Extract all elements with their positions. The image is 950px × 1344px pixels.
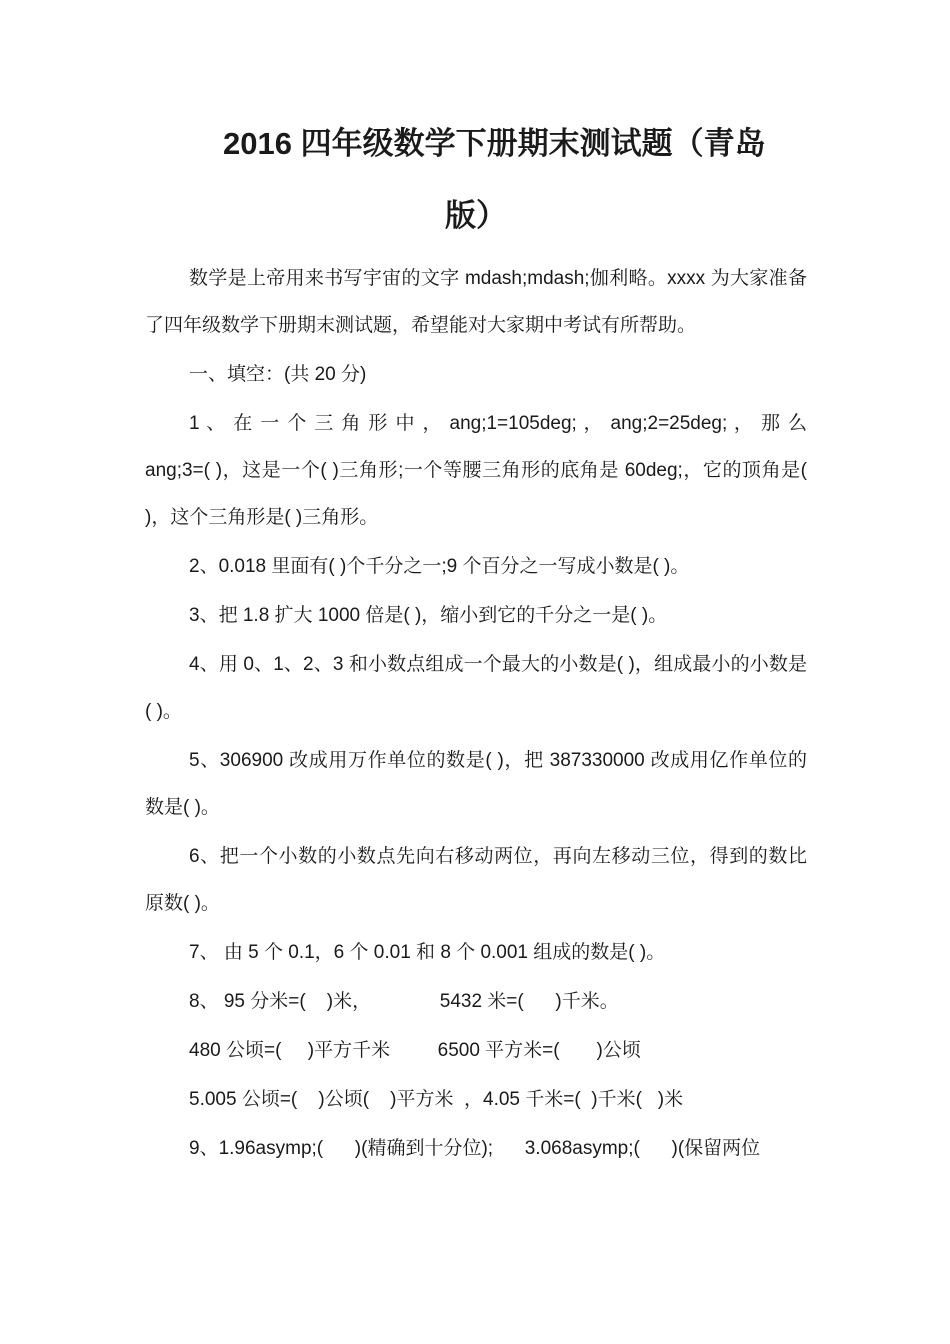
question-3: 3、把 1.8 扩大 1000 倍是( )，缩小到它的千分之一是( )。 bbox=[189, 605, 668, 626]
intro-paragraph: 数学是上帝用来书写宇宙的文字 mdash;mdash;伽利略。xxxx 为大家准备了四年级数学下册期末测试题，希望能对大家期中考试有所帮助。 bbox=[145, 268, 807, 336]
question-2: 2、0.018 里面有( )个千分之一;9 个百分之一写成小数是( )。 bbox=[189, 556, 690, 577]
document-title-continued: 版） bbox=[445, 198, 507, 233]
question-8-line-2: 480 公顷=( )平方千米 6500 平方米=( )公顷 bbox=[189, 1040, 641, 1061]
question-6: 6、把一个小数的小数点先向右移动两位，再向左移动三位，得到的数比原数( )。 bbox=[145, 846, 807, 914]
question-5: 5、306900 改成用万作单位的数是( )，把 387330000 改成用亿作单位的数是( )。 bbox=[145, 750, 807, 818]
question-1: 1 、 在 一 个 三 角 形 中 ， ang;1=105deg; ， ang;2=25deg; ， 那 么 ang;3=( )，这是一个( )三角形;一个等腰三角形的底角是 60deg;，它的顶角是( )，这个三角形是( )三角形。 bbox=[145, 413, 807, 528]
question-4: 4、用 0、1、2、3 和小数点组成一个最大的小数是( )，组成最小的小数是( )。 bbox=[145, 654, 807, 722]
document-page bbox=[145, 108, 807, 1172]
section-heading-fill-in: 一、填空：(共 20 分) bbox=[189, 364, 367, 385]
question-7: 7、 由 5 个 0.1，6 个 0.01 和 8 个 0.001 组成的数是( )。 bbox=[189, 942, 666, 963]
question-8-line-1: 8、 95 分米=( )米， 5432 米=( )千米。 bbox=[189, 991, 619, 1012]
question-9: 9、1.96asymp;( )(精确到十分位); 3.068asymp;( )(保留两位 bbox=[189, 1138, 761, 1159]
document-title: 2016 四年级数学下册期末测试题（青岛 bbox=[223, 126, 766, 161]
question-8-line-3: 5.005 公顷=( )公顷( )平方米 ，4.05 千米=( )千米( )米 bbox=[189, 1089, 684, 1110]
